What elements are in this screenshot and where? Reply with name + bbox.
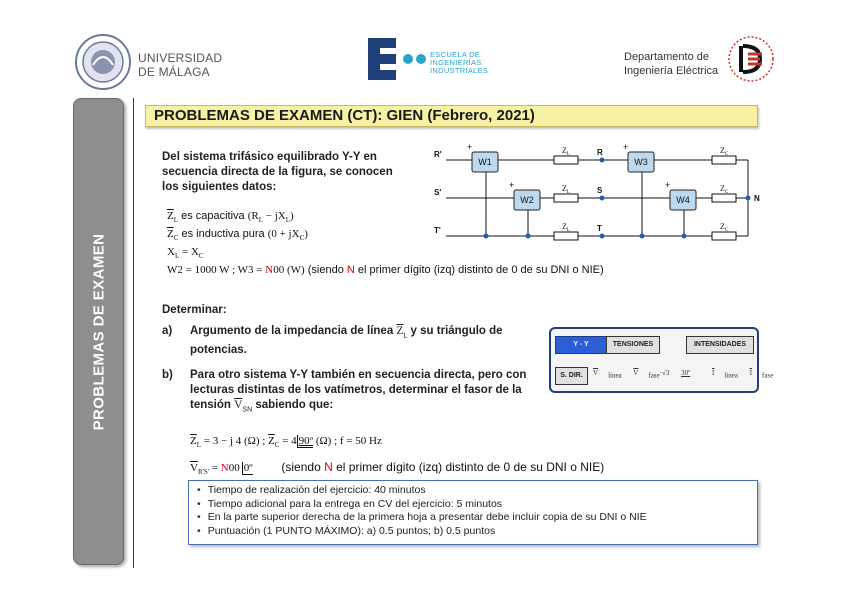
school-name xyxy=(430,51,488,75)
university-name xyxy=(138,51,222,79)
data-b-zc-value: = 4 xyxy=(279,435,297,447)
page-header xyxy=(0,0,848,92)
xc-symbol: = X xyxy=(179,246,199,258)
circuit-diagram xyxy=(432,140,772,250)
zl-s-resistor xyxy=(554,194,578,202)
zc-symbol: $\overline{Z}$ xyxy=(167,228,174,240)
v-fase-angle: 30º xyxy=(681,369,691,377)
v-linea-link[interactable] xyxy=(593,369,622,380)
v-fase-symbol: $\overline{V}$ xyxy=(633,369,639,377)
question-a xyxy=(162,324,542,358)
zc-formula-sub: C xyxy=(299,234,305,243)
zl-formula-rest: − jX xyxy=(263,210,286,222)
v-linea-sub: línea xyxy=(608,371,622,380)
w3-plus: + xyxy=(623,142,629,152)
data-b-v-symbol: $\overline{V}$ xyxy=(190,462,198,475)
vertical-divider xyxy=(133,98,134,568)
question-b-text-a: Para otro sistema Y-Y también en secuencia directa, pero con lecturas distintas de los vatímetros, determinar el fasor de la tensión xyxy=(190,369,527,411)
data-b-zc-symbol: $\overline{Z}$ xyxy=(268,435,275,447)
zl-r-resistor xyxy=(554,156,578,164)
exam-info-box xyxy=(188,480,758,545)
i-linea-symbol: $\overline{I}$ xyxy=(712,369,715,377)
zc-formula: (0 + jX xyxy=(267,228,300,240)
data-b-note-a: (siendo xyxy=(281,460,325,475)
data-b-zc-unit: (Ω) ; f = 50 Hz xyxy=(313,435,382,447)
sequence-direct-button[interactable]: S. DIR. xyxy=(555,367,588,385)
v-fase-link[interactable] xyxy=(633,369,700,380)
problem-intro: Del sistema trifásico equilibrado Y-Y en secuencia directa de la figura, se conocen los siguientes datos: xyxy=(162,151,393,193)
question-b-text xyxy=(190,368,542,417)
department-line-2: Ingeniería Eléctrica xyxy=(624,65,719,77)
i-fase-link[interactable] xyxy=(749,369,774,380)
info-item: • En la parte superior derecha de la primera hoja a presentar debe incluir copia de su DNI o NIE xyxy=(197,511,757,525)
w3-label: W3 xyxy=(634,157,648,167)
i-fase-sub: fase xyxy=(762,371,774,380)
v-linea-symbol: $\overline{V}$ xyxy=(593,369,599,377)
data-b-impedances xyxy=(190,430,604,456)
v-fase-rel: ·√3 xyxy=(659,369,670,377)
zl-r-label: $Z_L$ xyxy=(562,146,570,157)
data-b-note xyxy=(281,460,604,474)
data-b-note-b: el primer dígito (izq) distinto de 0 de su DNI o NIE) xyxy=(332,460,605,475)
zl-symbol: $\overline{Z}$ xyxy=(167,210,174,222)
xc-sub: C xyxy=(198,252,204,261)
data-b-v-value: 00 xyxy=(228,462,240,475)
w4-plus: + xyxy=(665,180,671,190)
v-fase-sub: fase xyxy=(648,371,660,380)
sidebar-title: PROBLEMAS DE EXAMEN xyxy=(90,233,107,430)
question-b-sub: SN xyxy=(242,406,253,414)
w1-label: W1 xyxy=(478,157,492,167)
w-note-n: N xyxy=(346,264,355,276)
i-linea-sub: línea xyxy=(724,371,738,380)
university-seal-icon xyxy=(74,33,132,91)
question-a-sub: L xyxy=(403,332,408,340)
phase-s-label: S' xyxy=(434,188,442,197)
navigation-panel xyxy=(549,327,774,393)
node-t-label: T xyxy=(597,224,602,233)
zl-formula: (R xyxy=(247,210,259,222)
university-line-2: DE MÁLAGA xyxy=(138,65,210,79)
zl-formula-sub: L xyxy=(258,216,263,225)
zc-sub: C xyxy=(173,234,179,243)
info-item: • Puntuación (1 PUNTO MÁXIMO): a) 0.5 puntos; b) 0.5 puntos xyxy=(197,525,757,539)
w2-label: W2 xyxy=(520,195,534,205)
intensidades-button[interactable]: INTENSIDADES xyxy=(686,336,754,354)
question-a-symbol: $\overline{Z}$ xyxy=(396,325,404,337)
question-b-label: b) xyxy=(162,369,173,381)
school-line-2: INGENIERÍAS xyxy=(430,58,482,67)
data-b-zl-symbol: $\overline{Z}$ xyxy=(190,435,197,447)
w3-reading: 00 (W) xyxy=(273,264,305,276)
page-title: PROBLEMAS DE EXAMEN (CT): GIEN (Febrero, 2021) xyxy=(145,105,758,127)
w-note-b: el primer dígito (izq) distinto de 0 de su DNI o NIE) xyxy=(354,264,604,276)
data-b-zc-sub: C xyxy=(274,441,280,450)
zl-t-label: $Z_L$ xyxy=(562,222,570,233)
exam-info-list xyxy=(197,484,757,538)
w-note-a: (siendo xyxy=(304,264,347,276)
xl-symbol: X xyxy=(167,246,175,258)
w2-plus: + xyxy=(509,180,515,190)
w1-plus: + xyxy=(467,142,473,152)
info-item: • Tiempo de realización del ejercicio: 40 minutos xyxy=(197,484,757,498)
school-logo-icon xyxy=(366,36,426,82)
data-b-zc-angle: 90º xyxy=(298,435,314,447)
data-b-zl-value: = 3 − j 4 (Ω) ; xyxy=(201,435,269,447)
school-line-3: INDUSTRIALES xyxy=(430,66,489,75)
department-logo-icon xyxy=(726,34,776,84)
data-b-v-angle: 0º xyxy=(243,462,253,475)
node-n-label: N xyxy=(754,194,760,203)
given-wattmeter-row xyxy=(167,262,604,280)
w3-n-digit: N xyxy=(265,264,274,276)
phase-t-label: T' xyxy=(434,226,441,235)
node-r-label: R xyxy=(597,148,603,157)
zc-formula-end: ) xyxy=(304,228,308,240)
zl-formula-sub2: L xyxy=(285,216,290,225)
university-line-1: UNIVERSIDAD xyxy=(138,51,223,65)
school-line-1: ESCUELA DE xyxy=(430,50,481,59)
data-b-v-eq: = xyxy=(209,462,221,475)
zc-r-resistor xyxy=(712,156,736,164)
question-a-text-b: y su triángulo de potencias. xyxy=(190,325,503,357)
question-b xyxy=(162,368,542,417)
info-item: • Tiempo adicional para la entrega en CV del ejercicio: 5 minutos xyxy=(197,498,757,512)
determinar-heading: Determinar: xyxy=(162,304,227,316)
i-fase-symbol: $\overline{I}$ xyxy=(749,369,753,377)
data-b-note-n: N xyxy=(324,460,333,475)
question-a-text-a: Argumento de la impedancia de línea xyxy=(190,325,397,337)
zl-formula-end: ) xyxy=(290,210,294,222)
data-b-v-n-digit: N xyxy=(220,462,229,475)
question-b-symbol: $\overline{V}$ xyxy=(234,399,243,411)
zc-s-label: $Z_C$ xyxy=(720,184,729,195)
yy-button[interactable]: Y - Y xyxy=(555,336,607,354)
zc-t-resistor xyxy=(712,232,736,240)
question-b-data xyxy=(190,430,604,483)
w2-reading: W2 = 1000 W ; W3 = xyxy=(167,264,266,276)
data-b-zl-sub: L xyxy=(196,441,202,450)
zl-sub: L xyxy=(173,216,179,225)
zc-t-label: $Z_C$ xyxy=(720,222,729,233)
sidebar-tab xyxy=(73,98,124,565)
zc-text: es inductiva pura xyxy=(178,228,268,240)
zc-r-label: $Z_C$ xyxy=(720,146,729,157)
phase-r-label: R' xyxy=(434,150,442,159)
department-name xyxy=(624,50,718,78)
i-linea-link[interactable] xyxy=(712,369,738,380)
zc-s-resistor xyxy=(712,194,736,202)
question-a-text xyxy=(190,324,542,358)
question-b-text-b: sabiendo que: xyxy=(252,399,334,411)
w4-label: W4 xyxy=(676,195,690,205)
node-s-label: S xyxy=(597,186,603,195)
xl-sub: L xyxy=(174,252,180,261)
question-a-label: a) xyxy=(162,325,173,337)
zl-t-resistor xyxy=(554,232,578,240)
tensiones-button[interactable]: TENSIONES xyxy=(606,336,660,354)
zl-text: es capacitiva xyxy=(178,210,248,222)
panel-links xyxy=(593,369,783,379)
data-b-v-sub: R'S' xyxy=(197,468,210,477)
zl-s-label: $Z_L$ xyxy=(562,184,570,195)
department-line-1: Departamento de xyxy=(624,51,709,63)
